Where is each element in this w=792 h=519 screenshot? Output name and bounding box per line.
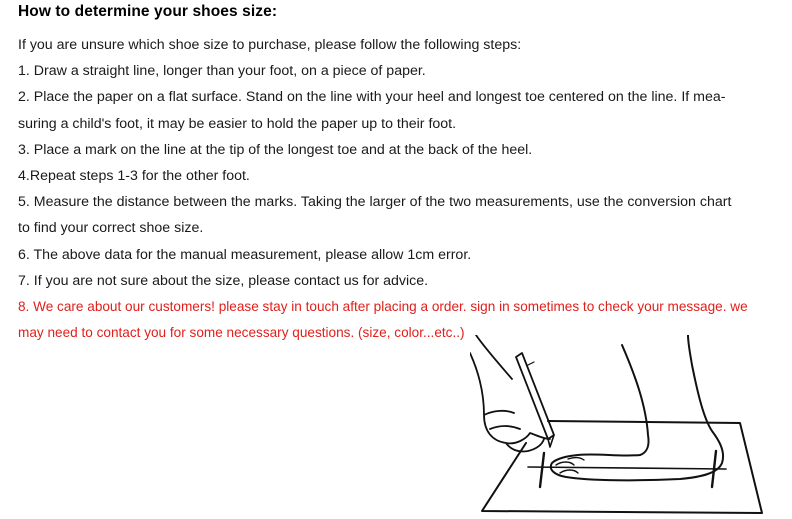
sleeve xyxy=(476,335,512,379)
intro-line: If you are unsure which shoe size to purchase, please follow the following steps: xyxy=(18,37,522,53)
step-6-line: 6. The above data for the manual measurement, please allow 1cm error. xyxy=(18,246,472,263)
step-5-continued-line: to find your correct shoe size. xyxy=(18,220,204,237)
measuring-line xyxy=(528,467,726,469)
step-8-line: 8. We care about our customers! please stay in touch after placing a order. sign in sometimes to check your message. we xyxy=(18,298,748,314)
step-4-line: 4.Repeat steps 1-3 for the other foot. xyxy=(18,167,250,184)
step-3-line: 3. Place a mark on the line at the tip of the longest toe and at the back of the heel. xyxy=(18,141,533,158)
step-8-continued-line: may need to contact you for some necessary questions. (size, color...etc..) xyxy=(18,325,465,341)
page-title: How to determine your shoes size: xyxy=(18,3,278,20)
foot-measuring-drawing-icon xyxy=(470,335,770,519)
step-2-continued-line: suring a child's foot, it may be easier to hold the paper up to their foot. xyxy=(18,115,457,132)
toe-mark xyxy=(540,453,544,487)
step-7-line: 7. If you are not sure about the size, please contact us for advice. xyxy=(18,272,429,289)
foot-outline xyxy=(551,335,723,480)
step-1-line: 1. Draw a straight line, longer than your foot, on a piece of paper. xyxy=(18,63,426,80)
step-5-line: 5. Measure the distance between the marks. Taking the larger of the two measurements, use the conversion chart xyxy=(18,194,732,211)
hand xyxy=(470,353,550,452)
step-2-line: 2. Place the paper on a flat surface. Stand on the line with your heel and longest toe centered on the line. If mea- xyxy=(18,89,726,106)
pencil xyxy=(516,353,554,439)
toes xyxy=(556,458,584,473)
instructions-list xyxy=(18,32,780,346)
